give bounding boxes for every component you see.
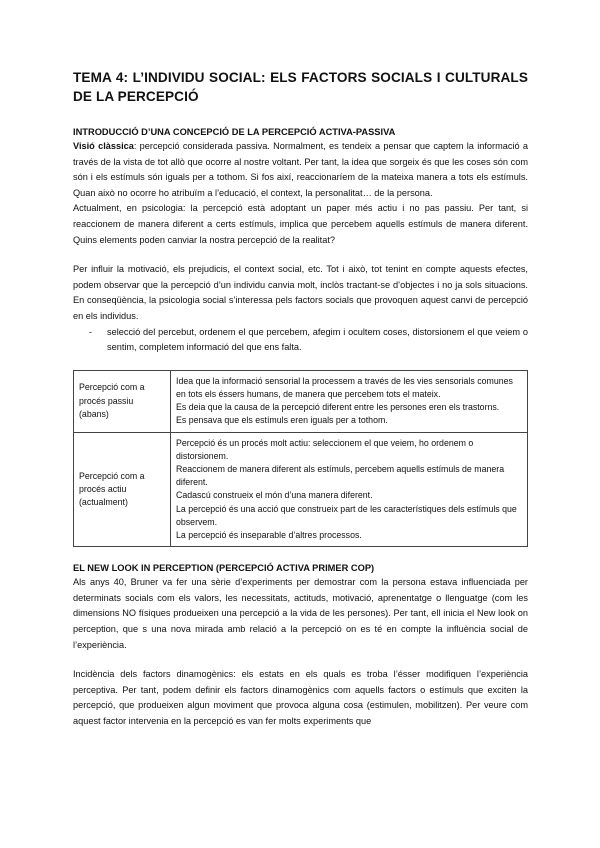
document-body (73, 68, 528, 730)
section-heading-intro: INTRODUCCIÓ D’UNA CONCEPCIÓ DE LA PERCEPCIÓ ACTIVA-PASSIVA (73, 127, 396, 137)
table-row-label: Percepció com a procés actiu (actualment) (74, 432, 171, 547)
paragraph-classic-view (73, 139, 528, 201)
table-row (74, 432, 528, 547)
page-title: TEMA 4: L’INDIVIDU SOCIAL: ELS FACTORS SOCIALS I CULTURALS DE LA PERCEPCIÓ (73, 70, 528, 104)
table-line: La percepció és una acció que construeix part de les característiques dels estímuls que observem. (176, 503, 517, 527)
bullet-dash: - (89, 326, 93, 337)
table-line: Cadascú construeix el món d’una manera diferent. (176, 490, 373, 501)
classic-view-text: : percepció considerada passiva. Normalment, es tendeix a pensar que captem la informació a través de la vista de tot allò que ocorre al nostre voltant. Per tant, la idea que sorgeix és que les coses són com són i els estímuls són iguals per a tothom. Si fos així, reaccionaríem de la mateixa manera a tots els estímuls. Quan això no ocorre ho atribuïm a l’educació, el context, la personalitat… de la persona. (73, 141, 528, 198)
paragraph-bruner: Als anys 40, Bruner va fer una sèrie d’experiments per demostrar com la persona estava influenciada per determinats socials com els valors, les necessitats, actituds, motivació, aprenentatge o llenguatge (com les dimensions NO físiques produeixen una percepció a la vida de les persones). Per tant, ell inicia el New look on perception, que s una nova mirada amb relació a la percepció on es té en compte la influència social de l’experiència. (73, 577, 528, 650)
table-line: Reaccionem de manera diferent als estímuls, percebem aquells estímuls de manera diferent. (176, 463, 505, 488)
perception-comparison-table (73, 370, 528, 547)
table-row-content (171, 432, 528, 547)
paragraph-dynamogenic: Incidència dels factors dinamogènics: els estats en els quals es troba l’ésser modifiquen l’experiència perceptiva. Per tant, podem definir els factors dinamogènics com aquells factors o estímuls que exciten la percepció, que produeixen algun moviment que provoca alguna cosa (estimulen, mobilitzen). Per veure com aquest factor intervenia en la percepció es van fer molts experiments que (73, 669, 528, 726)
paragraph-social-influence: Per influir la motivació, els prejudicis, el context social, etc. Tot i això, tot tenint en compte aquests efectes, podem observar que la percepció d’un individu canvia molt, inclòs tractant-se d’objectes i no ja sols situacions. En conseqüència, la psicologia social s’interessa pels factors socials que provoquen aquest canvi de percepció en els individus. (73, 264, 528, 321)
table-row-label: Percepció com a procés passiu (abans) (74, 370, 171, 432)
table-line: Idea que la informació sensorial la processem a través de les vies sensorials comunes en tots els éssers humans, de manera que percebem tots el mateix. (176, 375, 513, 399)
bullet-text: selecció del percebut, ordenem el que percebem, afegim i ocultem coses, distorsionem el que veiem o sentim, completem informació del que ens falta. (107, 326, 528, 353)
classic-view-label: Visió clàssica (73, 141, 134, 151)
table-line: Percepció és un procés molt actiu: seleccionem el que veiem, ho ordenem o distorsionem. (176, 437, 474, 461)
table-line: Es pensava que els estímuls eren iguals per a tothom. (176, 415, 388, 426)
paragraph-current-view: Actualment, en psicologia: la percepció està adoptant un paper més actiu i no pas passiu. Per tant, si reaccionem de manera diferent a certs estímuls, implica que percebem aquells estímuls de manera diferent. Quins elements poden canviar la nostra percepció de la realitat? (73, 203, 528, 245)
table-line: La percepció és inseparable d’altres processos. (176, 529, 362, 540)
table-row-content (171, 370, 528, 432)
list-item (89, 325, 528, 356)
section-heading-new-look: EL NEW LOOK IN PERCEPTION (PERCEPCIÓ ACTIVA PRIMER COP) (73, 563, 375, 574)
table-line: Es deia que la causa de la percepció diferent entre les persones eren els trastorns. (176, 402, 500, 413)
table-row (74, 370, 528, 432)
